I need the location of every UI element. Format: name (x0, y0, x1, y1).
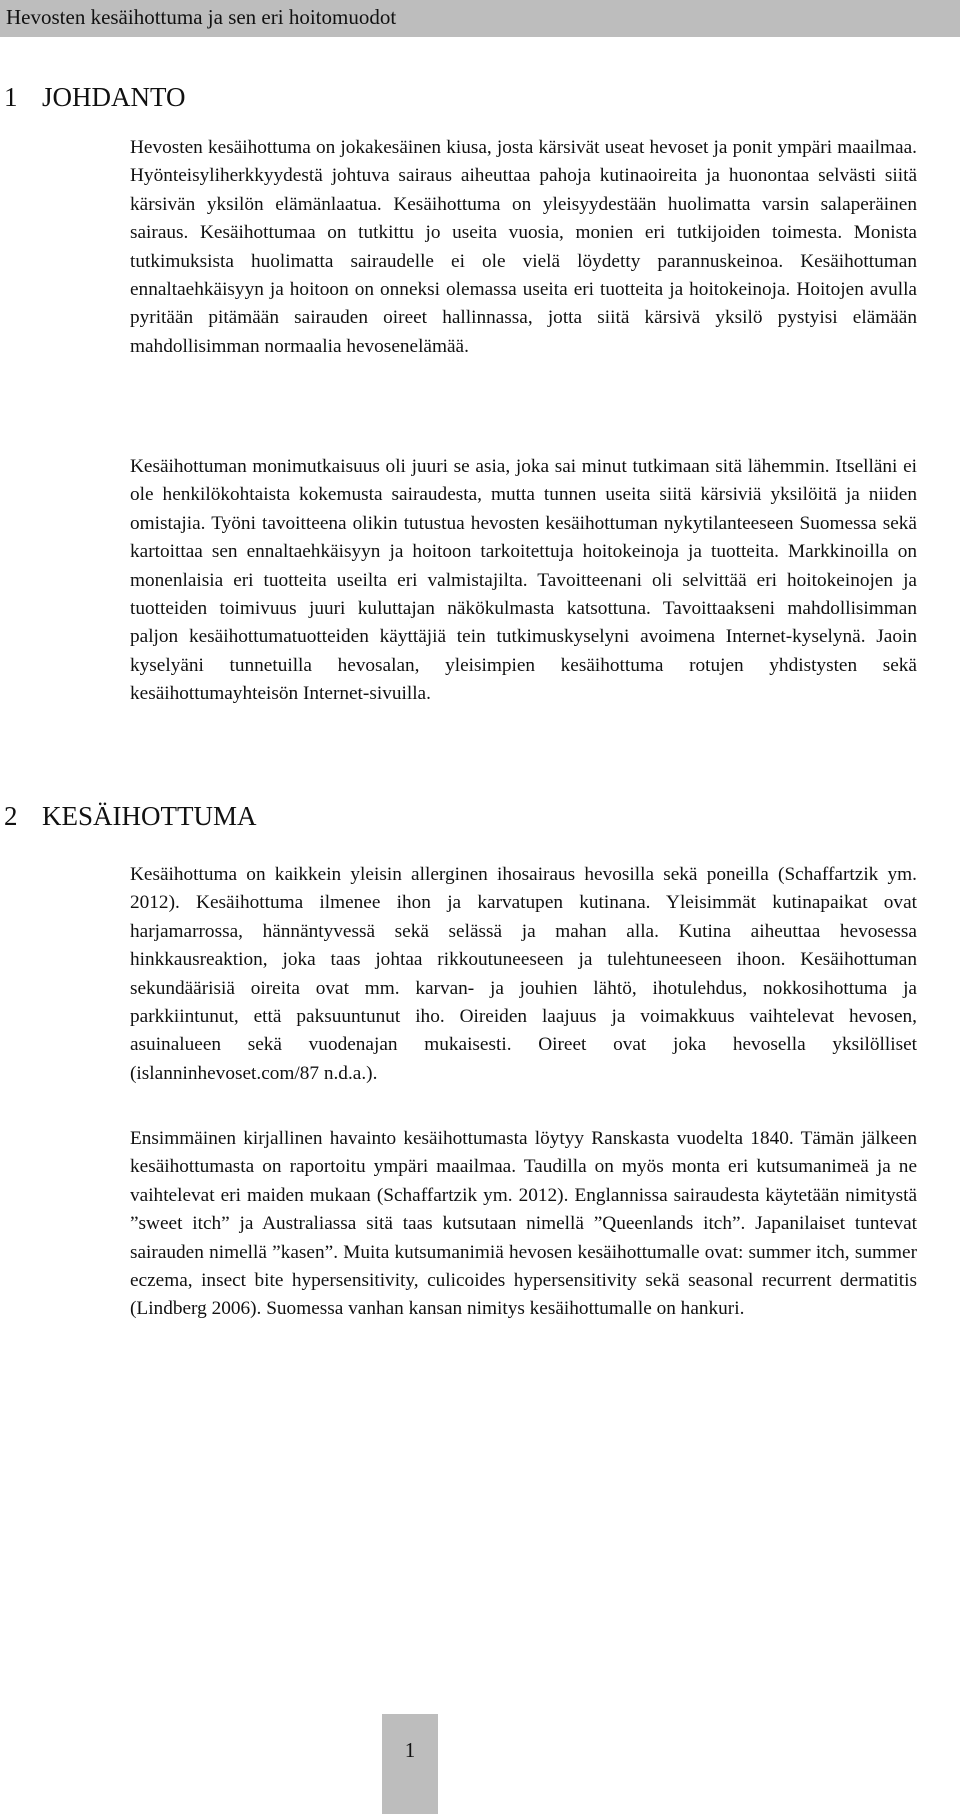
paragraph: Kesäihottuman monimutkaisuus oli juuri se asia, joka sai minut tutkimaan sitä lähemmin. Itselläni ei ole henkilökohtaista kokemusta sairaudesta, mutta tunnen useita siitä kärsiviä yksilöitä ja niiden omistajia. Työni tavoitteena olikin tutustua hevosten kesäihottuman nykytilanteeseen Suomessa sekä kartoittaa sen ennaltaehkäisyyn ja hoitoon tarkoitettuja hoitokeinoja ja tuotteita. Markkinoilla on monenlaisia eri tuotteita useilta eri valmistajilta. Tavoitteenani oli selvittää eri hoitokeinojen ja tuotteiden toimivuus juuri kuluttajan näkökulmasta katsottuna. Tavoittaakseni mahdollisimman paljon kesäihottumatuotteiden käyttäjiä tein tutkimuskyselyni avoimena Internet-kyselynä. Jaoin kyselyäni tunnetuilla hevosalan, yleisimpien kesäihottuma rotujen yhdistysten sekä kesäihottumayhteisön Internet-sivuilla. (130, 456, 917, 705)
section-heading-1 (4, 80, 186, 114)
page-number-box (382, 1714, 438, 1814)
paragraph: Kesäihottuma on kaikkein yleisin allerginen ihosairaus hevosilla sekä poneilla (Schaffartzik ym. 2012). Kesäihottuma ilmenee ihon ja karvatupen kutinana. Yleisimmät kutinapaikat ovat harjamarrossa, hännäntyvessä sekä selässä ja mahan alla. Kutina aiheuttaa hevosessa hinkkausreaktion, joka taas johtaa rikkoutuneeseen ja tulehtuneeseen ihoon. Kesäihottuman sekundäärisiä oireita ovat mm. karvan- ja jouhien lähtö, ihotulehdus, nokkosihottuma ja parkkiintunut, että paksuuntunut iho. Oireiden laajuus ja voimakkuus vaihtelevat hevosen, asuinalueen sekä vuodenajan mukaisesti. Oireet ovat joka hevosella yksilölliset (islanninhevoset.com/87 n.d.a.). (130, 864, 917, 1084)
page-header (0, 0, 960, 37)
section-title: KESÄIHOTTUMA (42, 801, 257, 831)
section-number: 1 (4, 82, 18, 112)
section-heading-2 (4, 799, 256, 833)
paragraph: Ensimmäinen kirjallinen havainto kesäihottumasta löytyy Ranskasta vuodelta 1840. Tämän jälkeen kesäihottumasta on raportoitu ympäri maailmaa. Taudilla on myös monta eri kutsumanimeä ja ne vaihtelevat eri maiden mukaan (Schaffartzik ym. 2012). Englannissa sairaudesta käytetään nimitystä ”sweet itch” ja Australiassa sitä taas kutsutaan nimellä ”Queenlands itch”. Japanilaiset tuntevat sairauden nimellä ”kasen”. Muita kutsumanimiä hevosen kesäihottumalle ovat: summer itch, summer eczema, insect bite hypersensitivity, culicoides hypersensitivity sekä seasonal recurrent dermatitis (Lindberg 2006). Suomessa vanhan kansan nimitys kesäihottumalle on hankuri. (130, 1128, 917, 1320)
document-title: Hevosten kesäihottuma ja sen eri hoitomuodot (6, 5, 397, 29)
section-title: JOHDANTO (42, 82, 186, 112)
paragraph: Hevosten kesäihottuma on jokakesäinen kiusa, josta kärsivät useat hevoset ja ponit ympäri maailmaa. Hyönteisyliherkkyydestä johtuva sairaus aiheuttaa pahoja kutinaoireita ja huonontaa selvästi siitä kärsivän yksilön elämänlaatua. Kesäihottuma on yleisyydestään huolimatta varsin salaperäinen sairaus. Kesäihottumaa on tutkittu jo useita vuosia, monien eri tutkijoiden toimesta. Monista tutkimuksista huolimatta sairaudelle ei ole vielä löydetty parannuskeinoa. Kesäihottuman ennaltaehkäisyyn ja hoitoon on onneksi olemassa useita eri tuotteita ja hoitokeinoja. Hoitojen avulla pyritään pitämään sairauden oireet hallinnassa, jotta siitä kärsivä yksilö pystyisi elämään mahdollisimman normaalia hevosenelämää. (130, 137, 917, 357)
section-number: 2 (4, 801, 18, 831)
page-number: 1 (404, 1738, 416, 1762)
